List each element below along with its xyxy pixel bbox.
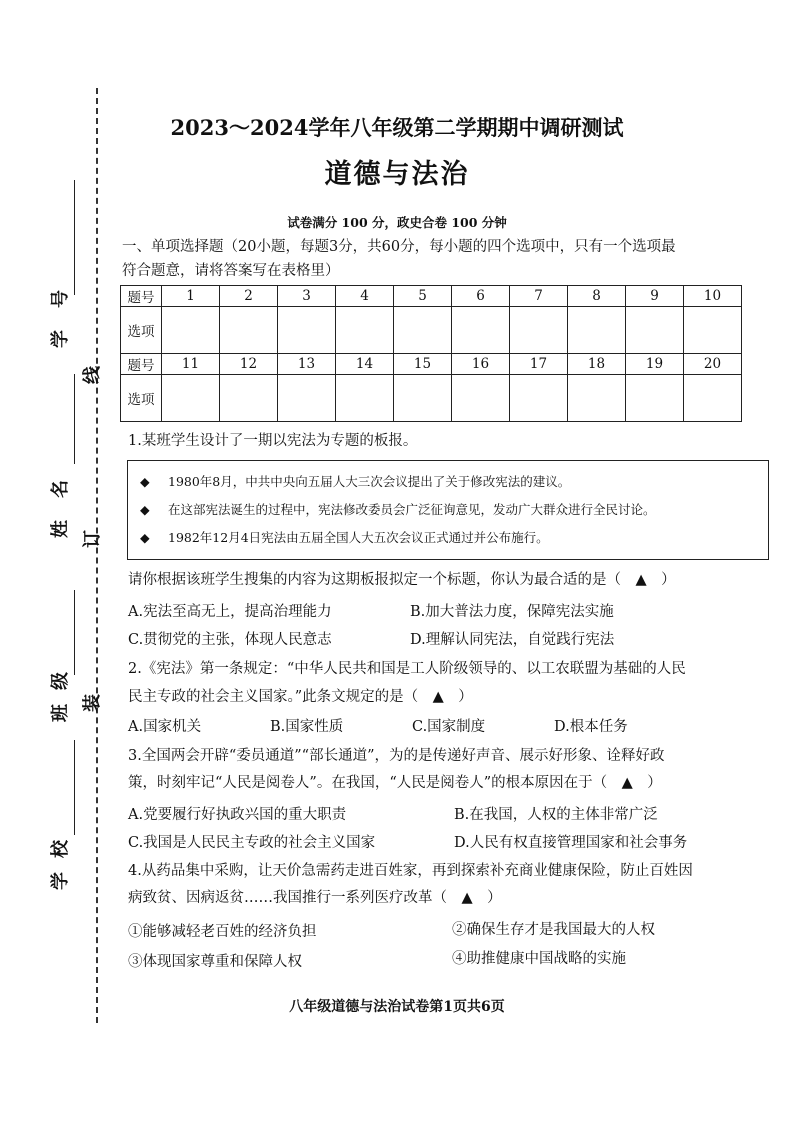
student-id-label: 学号 [50,268,71,348]
question-number-cell: 18 [568,354,626,375]
answer-cell[interactable] [510,307,568,354]
answer-cell[interactable] [220,307,278,354]
q2-option-b[interactable]: B.国家性质 [270,719,344,735]
q1-option-b[interactable]: B.加大普法力度，保障宪法实施 [410,604,614,620]
header-label-cell: 题号 [121,354,162,375]
name-label: 姓名 [50,458,71,538]
question-number-cell: 1 [162,286,220,307]
q4-stem-line2: 病致贫、因病返贫……我国推行一系列医疗改革（ ▲ ） [128,890,502,906]
question-number-cell: 11 [162,354,220,375]
answer-cell[interactable] [568,307,626,354]
q1-box-item: ◆ 1982年12月4日宪法由五届全国人大五次会议正式通过并公布施行。 [140,530,549,545]
answer-cell[interactable] [394,375,452,422]
q1-option-d[interactable]: D.理解认同宪法，自觉践行宪法 [410,632,615,648]
q4-statement-3: ③体现国家尊重和保障人权 [128,954,302,970]
q1-stem: 1.某班学生设计了一期以宪法为专题的板报。 [128,433,418,449]
cut-mark-bind: 订 [82,530,103,548]
table-row [121,354,742,375]
question-number-cell: 12 [220,354,278,375]
answer-label-cell: 选项 [121,375,162,422]
question-number-cell: 7 [510,286,568,307]
question-number-cell: 20 [684,354,742,375]
question-number-cell: 5 [394,286,452,307]
q3-option-b[interactable]: B.在我国，人权的主体非常广泛 [454,807,658,823]
answer-cell[interactable] [684,307,742,354]
q1-option-a[interactable]: A.宪法至高无上，提高治理能力 [128,604,332,620]
question-number-cell: 10 [684,286,742,307]
header-label-cell: 题号 [121,286,162,307]
question-number-cell: 6 [452,286,510,307]
question-number-cell: 15 [394,354,452,375]
answer-label-cell: 选项 [121,307,162,354]
question-number-cell: 17 [510,354,568,375]
cut-mark-line: 线 [82,366,103,384]
answer-cell[interactable] [626,307,684,354]
q4-statement-4: ④助推健康中国战略的实施 [452,951,626,967]
question-number-cell: 14 [336,354,394,375]
section1-instructions-line2: 符合题意，请将答案写在表格里） [122,263,340,279]
answer-cell[interactable] [626,375,684,422]
exam-title: 2023～2024学年八年级第二学期期中调研测试 [170,115,624,140]
q3-option-a[interactable]: A.党要履行好执政兴国的重大职责 [128,807,347,823]
section1-instructions-line1: 一、单项选择题（20小题，每题3分，共60分，每小题的四个选项中，只有一个选项最 [122,239,676,255]
class-blank[interactable] [74,590,75,675]
question-number-cell: 8 [568,286,626,307]
question-number-cell: 9 [626,286,684,307]
q4-statement-2: ②确保生存才是我国最大的人权 [452,922,655,938]
answer-cell[interactable] [394,307,452,354]
q4-statement-1: ①能够减轻老百姓的经济负担 [128,924,317,940]
q3-option-d[interactable]: D.人民有权直接管理国家和社会事务 [454,835,688,851]
table-row [121,286,742,307]
q2-stem-line2: 民主专政的社会主义国家。”此条文规定的是（ ▲ ） [128,689,473,705]
answer-table [120,285,742,422]
question-number-cell: 3 [278,286,336,307]
diamond-bullet-icon: ◆ [140,474,150,489]
question-number-cell: 19 [626,354,684,375]
student-id-blank[interactable] [74,180,75,295]
table-row [121,307,742,354]
answer-cell[interactable] [162,375,220,422]
question-number-cell: 16 [452,354,510,375]
cut-mark-pack: 装 [82,694,103,712]
answer-cell[interactable] [684,375,742,422]
answer-cell[interactable] [568,375,626,422]
answer-cell[interactable] [162,307,220,354]
q1-option-c[interactable]: C.贯彻党的主张，体现人民意志 [128,632,332,648]
q2-option-d[interactable]: D.根本任务 [554,719,628,735]
name-blank[interactable] [74,374,75,464]
diamond-bullet-icon: ◆ [140,502,150,517]
diamond-bullet-icon: ◆ [140,530,150,545]
q3-option-c[interactable]: C.我国是人民民主专政的社会主义国家 [128,835,376,851]
answer-cell[interactable] [452,307,510,354]
answer-cell[interactable] [336,307,394,354]
answer-cell[interactable] [278,375,336,422]
q1-box-item: ◆ 在这部宪法诞生的过程中，宪法修改委员会广泛征询意见，发动广大群众进行全民讨论。 [140,502,656,517]
question-number-cell: 4 [336,286,394,307]
answer-cell[interactable] [336,375,394,422]
page-footer: 八年级道德与法治试卷第1页共6页 [289,999,505,1015]
school-blank[interactable] [74,740,75,835]
table-row [121,375,742,422]
answer-cell[interactable] [220,375,278,422]
exam-info: 试卷满分 100 分，政史合卷 100 分钟 [287,215,507,230]
q1-prompt: 请你根据该班学生搜集的内容为这期板报拟定一个标题，你认为最合适的是（ ▲ ） [128,572,676,588]
q2-option-c[interactable]: C.国家制度 [412,719,486,735]
school-label: 学校 [50,826,71,890]
answer-cell[interactable] [510,375,568,422]
answer-cell[interactable] [278,307,336,354]
q2-option-a[interactable]: A.国家机关 [128,719,202,735]
q3-stem-line2: 策，时刻牢记“人民是阅卷人”。在我国，“人民是阅卷人”的根本原因在于（ ▲ ） [128,775,662,791]
question-number-cell: 2 [220,286,278,307]
q2-stem-line1: 2.《宪法》第一条规定：“中华人民共和国是工人阶级领导的、以工农联盟为基础的人民 [128,661,686,677]
q1-box-item: ◆ 1980年8月，中共中央向五届人大三次会议提出了关于修改宪法的建议。 [140,474,571,489]
answer-cell[interactable] [452,375,510,422]
question-number-cell: 13 [278,354,336,375]
subject-title: 道德与法治 [324,159,470,190]
q4-stem-line1: 4.从药品集中采购，让天价急需药走进百姓家，再到探索补充商业健康保险，防止百姓因 [128,863,693,879]
q3-stem-line1: 3.全国两会开辟“委员通道”“部长通道”，为的是传递好声音、展示好形象、诠释好政 [128,748,665,764]
class-label: 班级 [50,658,71,722]
